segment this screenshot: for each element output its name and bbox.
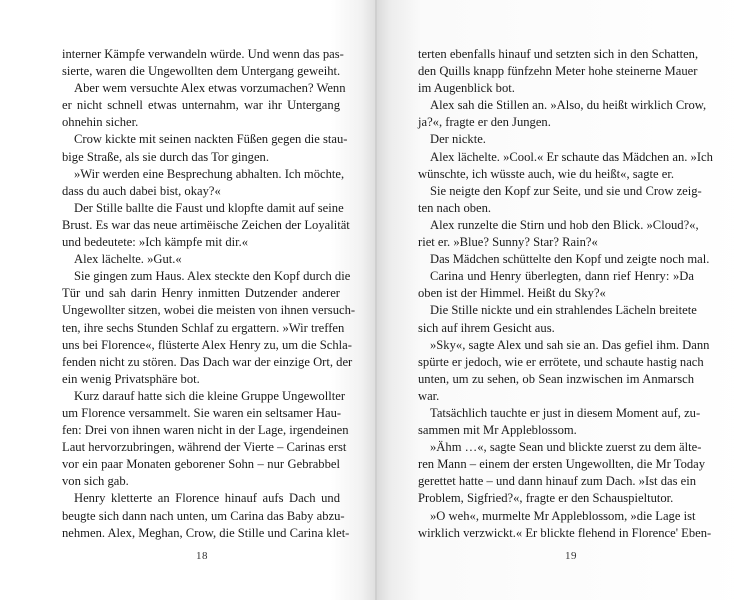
text-line: Sie neigte den Kopf zur Seite, und sie und Crow zeig- <box>430 183 702 198</box>
text-line: Tatsächlich tauchte er just in diesem Moment auf, zu- <box>430 405 701 420</box>
text-line: Carina und Henry überlegten, dann rief Henry: »Da <box>430 269 694 284</box>
left-page-number: 18 <box>196 550 208 562</box>
text-line: wünschte, ich wüsste auch, wie du heißt«, sagte er. <box>418 166 675 181</box>
text-line: spürte er jedoch, wie er errötete, und schaute hastig nach <box>418 354 704 369</box>
text-line: ohnehin sicher. <box>62 115 139 130</box>
text-line: sammen mit Mr Appleblossom. <box>418 423 577 438</box>
text-line: und bedeutete: »Ich kämpfe mit dir.« <box>62 235 249 250</box>
text-line: uns bei Florence«, flüsterte Alex Henry zu, um die Schla- <box>62 337 352 352</box>
text-line: unten, um zu sehen, ob Sean inzwischen im Anmarsch <box>418 371 694 386</box>
text-line: Aber wem versuchte Alex etwas vorzumachen? Wenn <box>74 81 346 96</box>
text-line: sierte, waren die Ungewollten dem Untergang geweiht. <box>62 64 341 79</box>
text-line: interner Kämpfe verwandeln würde. Und wenn das pas- <box>62 47 344 61</box>
text-line: Kurz darauf hatte sich die kleine Gruppe Ungewollter <box>74 388 346 403</box>
text-line: oben ist der Himmel. Heißt du Sky?« <box>418 286 606 301</box>
left-page <box>0 0 376 600</box>
text-line: Die Stille nickte und ein strahlendes Lächeln breitete <box>430 303 697 318</box>
text-line: Das Mädchen schüttelte den Kopf und zeigte noch mal. <box>430 252 710 267</box>
book-gutter <box>375 0 377 600</box>
text-line: terten ebenfalls hinauf und setzten sich in den Schatten, <box>418 47 699 61</box>
text-line: im Augenblick bot. <box>418 81 515 96</box>
right-page-text <box>418 46 713 542</box>
text-line: ein wenig Privatsphäre bot. <box>62 371 200 386</box>
left-page-text <box>62 46 356 542</box>
text-line: vor ein paar Monaten geborener Sohn – nur Gebrabbel <box>62 457 340 472</box>
text-line: Ungewollter sitzen, wobei die meisten von ihnen versuch- <box>62 303 356 318</box>
text-line: Alex sah die Stillen an. »Also, du heißt wirklich Crow, <box>430 98 707 113</box>
text-line: Henry kletterte an Florence hinauf aufs Dach und <box>74 491 340 506</box>
text-line: Alex lächelte. »Cool.« Er schaute das Mädchen an. »Ich <box>430 149 713 164</box>
text-line: Sie gingen zum Haus. Alex steckte den Kopf durch die <box>74 269 351 284</box>
text-line: er nicht schnell etwas unternahm, war ihr Untergang <box>62 98 340 113</box>
text-line: Brust. Es war das neue artimëische Zeichen der Loyalität <box>62 217 350 232</box>
text-line: nehmen. Alex, Meghan, Crow, die Stille und Carina klet- <box>62 525 350 540</box>
text-line: »Wir werden eine Besprechung abhalten. Ich möchte, <box>74 166 345 181</box>
text-line: ten, ihre sechs Stunden Schlaf zu ergattern. »Wir treffen <box>62 320 345 335</box>
text-line: beugte sich dann nach unten, um Carina das Baby abzu- <box>62 508 345 523</box>
right-page-number: 19 <box>565 550 577 562</box>
text-line: Problem, Sigfried?«, fragte er den Schauspieltutor. <box>418 491 674 506</box>
text-line: Tür und sah darin Henry inmitten Dutzender anderer <box>62 286 340 301</box>
text-line: den Quills knapp fünfzehn Meter hohe steinerne Mauer <box>418 64 698 79</box>
text-line: Crow kickte mit seinen nackten Füßen gegen die stau- <box>74 132 348 147</box>
text-line: fen: Drei von ihnen waren nicht in der Lage, irgendeinen <box>62 423 349 438</box>
text-line: war. <box>418 388 440 403</box>
text-line: gerettet hatte – und dann hinauf zum Dach. »Ist das ein <box>418 474 697 489</box>
text-line: ren Mann – einem der ersten Ungewollten, die Mr Today <box>418 457 706 472</box>
text-line: von sich gab. <box>62 474 129 489</box>
text-line: um Florence versammelt. Sie waren ein seltsamer Hau- <box>62 405 342 420</box>
text-line: »Ähm …«, sagte Sean und blickte zuerst zu dem älte- <box>430 440 702 455</box>
text-line: wirklich verzwickt.« Er blickte flehend in Florence' Eben- <box>418 525 712 540</box>
text-line: Laut hervorzubringen, während der Vierte – Carinas erst <box>62 440 347 455</box>
text-line: »O weh«, murmelte Mr Appleblossom, »die Lage ist <box>430 508 696 523</box>
text-line: Alex runzelte die Stirn und hob den Blick. »Cloud?«, <box>430 217 699 232</box>
text-line: Alex lächelte. »Gut.« <box>74 252 182 267</box>
text-line: Der nickte. <box>430 132 486 147</box>
text-line: fenden nicht zu stören. Das Dach war der einzige Ort, der <box>62 354 353 369</box>
text-line: sich auf ihrem Gesicht aus. <box>418 320 555 335</box>
text-line: ten nach oben. <box>418 200 492 215</box>
right-page <box>376 0 752 600</box>
text-line: bige Straße, als sie durch das Tor gingen. <box>62 149 269 164</box>
text-line: »Sky«, sagte Alex und sah sie an. Das gefiel ihm. Dann <box>430 337 710 352</box>
text-line: ja?«, fragte er den Jungen. <box>418 115 551 130</box>
text-line: dass du auch dabei bist, okay?« <box>62 183 221 198</box>
text-line: Der Stille ballte die Faust und klopfte damit auf seine <box>74 200 344 215</box>
text-line: riet er. »Blue? Sunny? Star? Rain?« <box>418 235 598 250</box>
